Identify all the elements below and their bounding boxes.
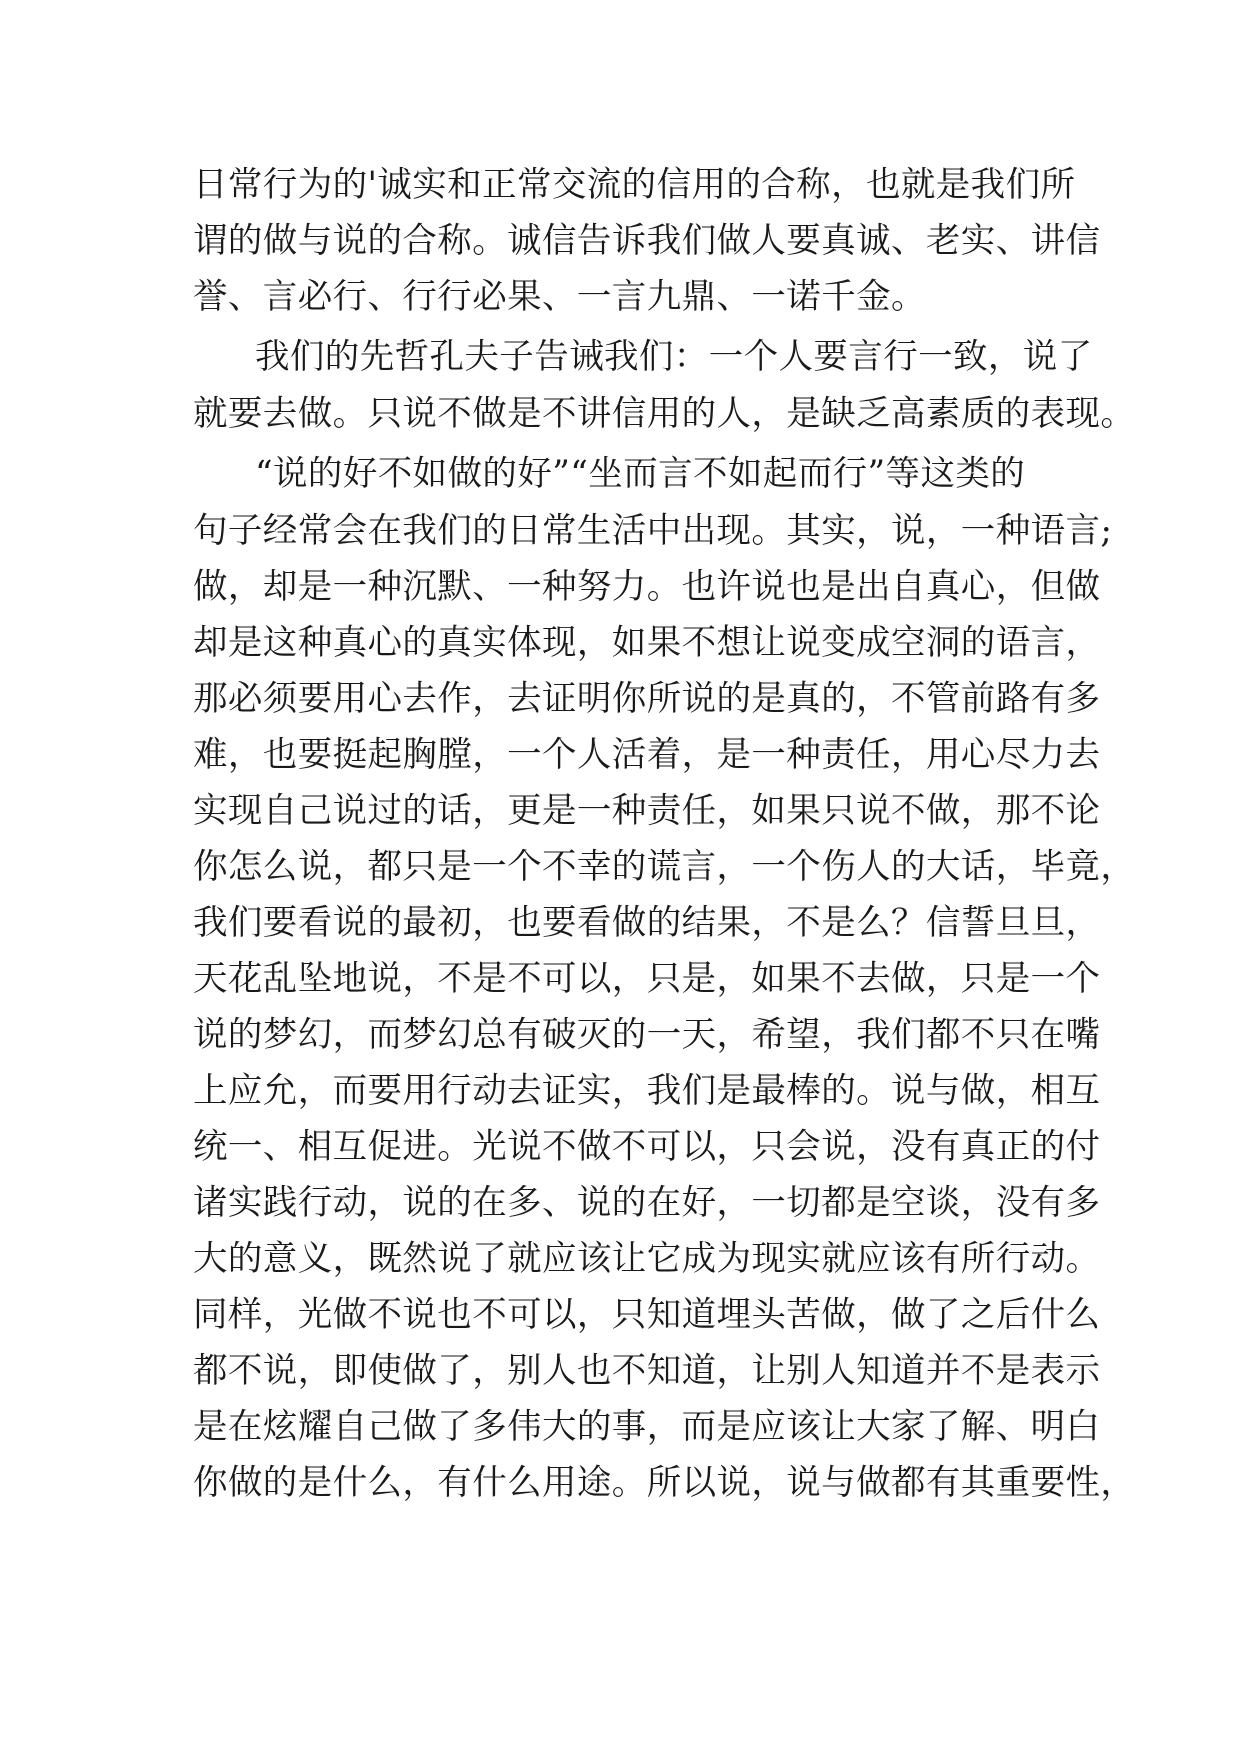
text-line: 谓的做与说的合称。诚信告诉我们做人要真诚、老实、讲信 <box>193 221 1101 261</box>
text-line: 句子经常会在我们的日常生活中出现。其实，说，一种语言; <box>193 511 1113 551</box>
text-line: 却是这种真心的真实体现，如果不想让说变成空洞的语言， <box>193 623 1101 663</box>
text-line: 我们要看说的最初，也要看做的结果，不是么？信誓旦旦， <box>193 903 1101 943</box>
text-line: 天花乱坠地说，不是不可以，只是，如果不去做，只是一个 <box>193 959 1101 999</box>
text-line: 大的意义，既然说了就应该让它成为现实就应该有所行动。 <box>193 1239 1101 1279</box>
text-line: 誉、言必行、行行必果、一言九鼎、一诺千金。 <box>193 277 926 317</box>
text-line: 那必须要用心去作，去证明你所说的是真的，不管前路有多 <box>193 679 1101 719</box>
text-line: 你怎么说，都只是一个不幸的谎言，一个伤人的大话，毕竟， <box>193 847 1136 887</box>
text-line: 说的梦幻，而梦幻总有破灭的一天，希望，我们都不只在嘴 <box>193 1015 1101 1055</box>
text-line: 诸实践行动，说的在多、说的在好，一切都是空谈，没有多 <box>193 1183 1101 1223</box>
text-line: 做，却是一种沉默、一种努力。也许说也是出自真心，但做 <box>193 567 1101 607</box>
text-line: 是在炫耀自己做了多伟大的事，而是应该让大家了解、明白 <box>193 1407 1101 1447</box>
text-line: 统一、相互促进。光说不做不可以，只会说，没有真正的付 <box>193 1127 1101 1167</box>
text-line: 你做的是什么，有什么用途。所以说，说与做都有其重要性， <box>193 1463 1136 1503</box>
text-line: 实现自己说过的话，更是一种责任，如果只说不做，那不论 <box>193 791 1101 831</box>
paragraph-first-line: 我们的先哲孔夫子告诫我们：一个人要言行一致，说了 <box>255 337 1093 377</box>
text-line: 难，也要挺起胸膛，一个人活着，是一种责任，用心尽力去 <box>193 735 1101 775</box>
text-line: 就要去做。只说不做是不讲信用的人，是缺乏高素质的表现。 <box>193 394 1136 434</box>
text-line: 都不说，即使做了，别人也不知道，让别人知道并不是表示 <box>193 1351 1101 1391</box>
text-line: 日常行为的'诚实和正常交流的信用的合称，也就是我们所 <box>193 165 1076 205</box>
text-line: 同样，光做不说也不可以，只知道埋头苦做，做了之后什么 <box>193 1295 1101 1335</box>
paragraph-first-line: “说的好不如做的好”“坐而言不如起而行”等这类的 <box>255 454 1026 494</box>
text-line: 上应允，而要用行动去证实，我们是最棒的。说与做，相互 <box>193 1071 1101 1111</box>
